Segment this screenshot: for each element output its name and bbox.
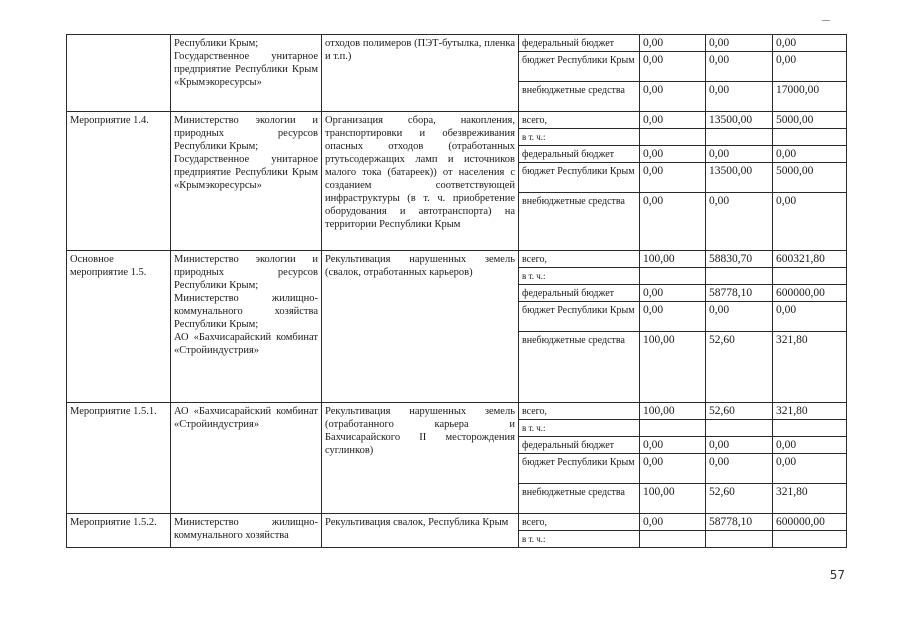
- description-cell: Организация сбора, накопления, транспортировки и обезвреживания опасных отходов (отработанных ртутьсодержащих ламп и источников малого тока (батареек)) от населения с созданием соответствующей инфраструктуры (в т. ч. приобретение оборудования и автотранспорта) на территории Республики Крым: [322, 112, 519, 251]
- value-cell: [706, 420, 773, 437]
- value-cell: 0,00: [773, 35, 847, 52]
- value-cell: 0,00: [640, 437, 706, 454]
- value-cell: 0,00: [773, 52, 847, 82]
- source-cell: федеральный бюджет: [519, 146, 640, 163]
- source-cell: федеральный бюджет: [519, 437, 640, 454]
- value-cell: 600321,80: [773, 251, 847, 268]
- value-cell: 58830,70: [706, 251, 773, 268]
- value-cell: 0,00: [773, 193, 847, 251]
- source-cell: бюджет Республики Крым: [519, 454, 640, 484]
- source-cell: бюджет Республики Крым: [519, 163, 640, 193]
- value-cell: 100,00: [640, 332, 706, 403]
- scan-mark: [822, 20, 830, 21]
- value-cell: 0,00: [640, 146, 706, 163]
- source-cell: в т. ч.:: [519, 268, 640, 285]
- source-cell: бюджет Республики Крым: [519, 52, 640, 82]
- executor-cell: Министерство жилищно-коммунального хозяйства: [171, 514, 322, 548]
- value-cell: 0,00: [773, 454, 847, 484]
- value-cell: 58778,10: [706, 514, 773, 531]
- source-cell: всего,: [519, 514, 640, 531]
- source-cell: в т. ч.:: [519, 531, 640, 548]
- source-cell: внебюджетные средства: [519, 82, 640, 112]
- value-cell: 0,00: [706, 302, 773, 332]
- value-cell: 13500,00: [706, 112, 773, 129]
- description-cell: Рекультивация нарушенных земель (отработанного карьера и Бахчисарайского II месторождения суглинков): [322, 403, 519, 514]
- value-cell: 600000,00: [773, 285, 847, 302]
- table-row: [67, 403, 847, 420]
- value-cell: 0,00: [706, 82, 773, 112]
- value-cell: [640, 420, 706, 437]
- source-cell: всего,: [519, 251, 640, 268]
- measure-cell: Мероприятие 1.4.: [67, 112, 171, 251]
- table-row: [67, 112, 847, 129]
- value-cell: [773, 129, 847, 146]
- value-cell: 52,60: [706, 332, 773, 403]
- value-cell: 17000,00: [773, 82, 847, 112]
- value-cell: 0,00: [706, 35, 773, 52]
- value-cell: 5000,00: [773, 112, 847, 129]
- executor-cell: АО «Бахчисарайский комбинат «Стройиндустрия»: [171, 403, 322, 514]
- funding-table: [66, 34, 847, 548]
- value-cell: 0,00: [773, 302, 847, 332]
- value-cell: 0,00: [706, 193, 773, 251]
- executor-cell: Министерство экологии и природных ресурсов Республики Крым; Государственное унитарное предприятие Республики Крым «Крымэкоресурсы»: [171, 112, 322, 251]
- value-cell: [640, 129, 706, 146]
- measure-cell: Мероприятие 1.5.2.: [67, 514, 171, 548]
- value-cell: 0,00: [640, 82, 706, 112]
- value-cell: 0,00: [640, 193, 706, 251]
- source-cell: всего,: [519, 112, 640, 129]
- value-cell: 0,00: [706, 146, 773, 163]
- value-cell: 321,80: [773, 484, 847, 514]
- value-cell: 0,00: [773, 437, 847, 454]
- value-cell: 0,00: [706, 437, 773, 454]
- measure-cell: Основное мероприятие 1.5.: [67, 251, 171, 403]
- table-row: [67, 35, 847, 52]
- source-cell: федеральный бюджет: [519, 285, 640, 302]
- value-cell: [640, 268, 706, 285]
- page-number: 57: [829, 568, 845, 582]
- value-cell: 0,00: [640, 514, 706, 531]
- value-cell: 321,80: [773, 403, 847, 420]
- source-cell: внебюджетные средства: [519, 332, 640, 403]
- executor-cell: Министерство экологии и природных ресурсов Республики Крым; Министерство жилищно-коммунального хозяйства Республики Крым; АО «Бахчисарайский комбинат «Стройиндустрия»: [171, 251, 322, 403]
- source-cell: федеральный бюджет: [519, 35, 640, 52]
- value-cell: 0,00: [640, 285, 706, 302]
- source-cell: бюджет Республики Крым: [519, 302, 640, 332]
- value-cell: [640, 531, 706, 548]
- value-cell: [706, 129, 773, 146]
- value-cell: 0,00: [640, 302, 706, 332]
- value-cell: 321,80: [773, 332, 847, 403]
- source-cell: всего,: [519, 403, 640, 420]
- value-cell: [706, 268, 773, 285]
- value-cell: 0,00: [706, 454, 773, 484]
- value-cell: 0,00: [640, 112, 706, 129]
- value-cell: [706, 531, 773, 548]
- value-cell: [773, 268, 847, 285]
- value-cell: 52,60: [706, 484, 773, 514]
- value-cell: 0,00: [640, 454, 706, 484]
- value-cell: 0,00: [706, 52, 773, 82]
- value-cell: [773, 420, 847, 437]
- value-cell: 0,00: [773, 146, 847, 163]
- value-cell: 0,00: [640, 35, 706, 52]
- table-row: [67, 514, 847, 531]
- description-cell: отходов полимеров (ПЭТ-бутылка, пленка и т.п.): [322, 35, 519, 112]
- value-cell: 100,00: [640, 403, 706, 420]
- measure-cell: [67, 35, 171, 112]
- value-cell: 0,00: [640, 52, 706, 82]
- source-cell: внебюджетные средства: [519, 193, 640, 251]
- value-cell: 13500,00: [706, 163, 773, 193]
- value-cell: 0,00: [640, 163, 706, 193]
- table-row: [67, 251, 847, 268]
- value-cell: 52,60: [706, 403, 773, 420]
- executor-cell: Республики Крым; Государственное унитарное предприятие Республики Крым «Крымэкоресурсы»: [171, 35, 322, 112]
- value-cell: 600000,00: [773, 514, 847, 531]
- measure-cell: Мероприятие 1.5.1.: [67, 403, 171, 514]
- source-cell: в т. ч.:: [519, 129, 640, 146]
- value-cell: 100,00: [640, 484, 706, 514]
- document-sheet: [66, 34, 846, 548]
- value-cell: 100,00: [640, 251, 706, 268]
- value-cell: [773, 531, 847, 548]
- description-cell: Рекультивация свалок, Республика Крым: [322, 514, 519, 548]
- description-cell: Рекультивация нарушенных земель (свалок, отработанных карьеров): [322, 251, 519, 403]
- value-cell: 58778,10: [706, 285, 773, 302]
- source-cell: внебюджетные средства: [519, 484, 640, 514]
- value-cell: 5000,00: [773, 163, 847, 193]
- source-cell: в т. ч.:: [519, 420, 640, 437]
